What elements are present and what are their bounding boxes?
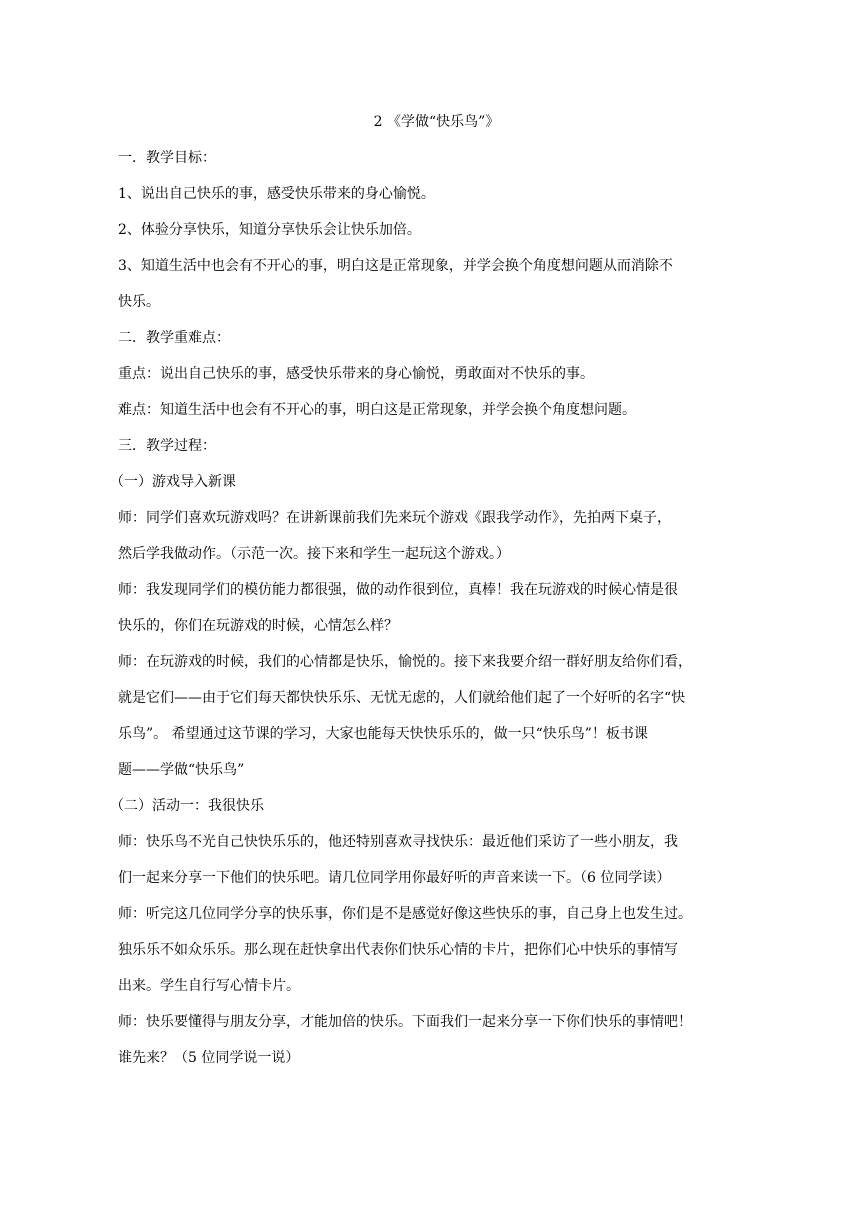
paragraph-line: 出来。学生自行写心情卡片。 — [118, 978, 300, 994]
paragraph-line: 题——学做“快乐鸟” — [118, 762, 245, 778]
document-title: 2 《学做“快乐鸟”》 — [373, 114, 500, 130]
section-heading-objectives: 一．教学目标： — [118, 150, 216, 166]
section-heading-process: 三．教学过程： — [118, 438, 216, 454]
objective-3-line-2: 快乐。 — [118, 294, 160, 310]
section-heading-key-points: 二．教学重难点： — [118, 330, 230, 346]
paragraph-line: 乐鸟”。 希望通过这节课的学习，大家也能每天快快乐乐的，做一只“快乐鸟”！板书课 — [118, 726, 648, 742]
paragraph-line: 就是它们——由于它们每天都快快乐乐、无忧无虑的，人们就给他们起了一个好听的名字“快 — [118, 690, 686, 706]
difficult-point: 难点：知道生活中也会有不开心的事，明白这是正常现象，并学会换个角度想问题。 — [118, 402, 636, 418]
paragraph-line: 师：我发现同学们的模仿能力都很强，做的动作很到位，真棒！我在玩游戏的时候心情是很 — [118, 582, 678, 598]
document-page — [110, 112, 743, 1084]
paragraph-line: 独乐乐不如众乐乐。那么现在赶快拿出代表你们快乐心情的卡片，把你们心中快乐的事情写 — [118, 942, 678, 958]
paragraph-line: 师：在玩游戏的时候，我们的心情都是快乐，愉悦的。接下来我要介绍一群好朋友给你们看， — [118, 654, 692, 670]
key-point: 重点：说出自己快乐的事，感受快乐带来的身心愉悦，勇敢面对不快乐的事。 — [118, 366, 594, 382]
objective-3-line-1: 3、知道生活中也会有不开心的事，明白这是正常现象，并学会换个角度想问题从而消除不 — [118, 258, 673, 274]
paragraph-line: 师：同学们喜欢玩游戏吗？在讲新课前我们先来玩个游戏《跟我学动作》，先拍两下桌子， — [118, 510, 671, 526]
paragraph-line: 快乐的，你们在玩游戏的时候，心情怎么样？ — [118, 618, 398, 634]
paragraph-line: 师：快乐要懂得与朋友分享，才能加倍的快乐。下面我们一起来分享一下你们快乐的事情吧！ — [118, 1014, 692, 1030]
objective-1: 1、说出自己快乐的事，感受快乐带来的身心愉悦。 — [118, 186, 435, 202]
objective-2: 2、体验分享快乐，知道分享快乐会让快乐加倍。 — [118, 222, 421, 238]
paragraph-line: 谁先来？（5 位同学说一说） — [118, 1050, 300, 1066]
paragraph-line: 然后学我做动作。（示范一次。接下来和学生一起玩这个游戏。） — [118, 546, 510, 562]
document-body — [110, 148, 743, 1068]
paragraph-line: 师：快乐鸟不光自己快快乐乐的，他还特别喜欢寻找快乐：最近他们采访了一些小朋友，我 — [118, 834, 678, 850]
subsection-heading-game: （一）游戏导入新课 — [110, 474, 236, 490]
paragraph-line: 师：听完这几位同学分享的快乐事，你们是不是感觉好像这些快乐的事，自己身上也发生过。 — [118, 906, 692, 922]
paragraph-line: 们一起来分享一下他们的快乐吧。请几位同学用你最好听的声音来读一下。（6 位同学读） — [118, 870, 671, 886]
subsection-heading-activity-1: （二）活动一：我很快乐 — [110, 798, 264, 814]
